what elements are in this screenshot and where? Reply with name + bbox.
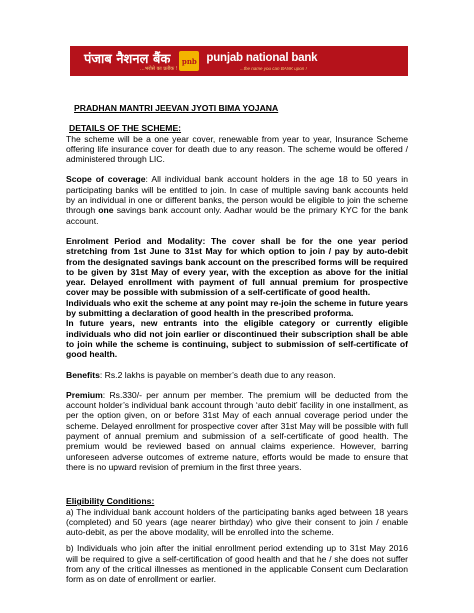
scope-text-2: savings bank account only. Aadhar would be the primary KYC for the bank account. [66,205,408,226]
bank-name-english: punjab national bank [206,52,318,64]
scope-one: one [98,205,114,216]
eligibility-b: b) Individuals who join after the initial enrollment period extending up to 31st May 2016 will be required to give a self-certification of good health and that he / she does not suffer from any of the critical illnesses as mentioned in the applicable Consent cum Declaration form as on date of enrollment or earlier. [66,543,408,585]
details-heading: DETAILS OF THE SCHEME: [69,123,182,134]
enrolment-paragraph [66,236,408,298]
scope-paragraph [66,174,408,225]
bank-name-hindi: पंजाब नैशनल बैंक [84,52,171,67]
scope-text-1: : All individual bank account holders in the age 18 to 50 years in participating banks will be entitled to join. In case of multiple saving bank accounts held by an individual in one or different banks, the person would be eligible to join the scheme through [66,174,408,216]
benefits-text: : Rs.2 lakhs is payable on member’s death due to any reason. [99,369,336,380]
logo-letter: pnb [179,51,199,71]
premium-text: : Rs.330/- per annum per member. The premium will be deducted from the account holder’s individual bank account through ‘auto debit’ facility in one installment, as per the option given, on or before 31st May of each annual coverage period under the scheme. Delayed enrollment for prospective cover after 31st May will be possible with full payment of annual premium and submission of a self-certificate of good health. The premium would be reviewed based on annual claims experience. However, barring unforeseen adverse outcomes of extreme nature, efforts would be made to ensure that there is no upward revision of premium in the first three years. [66,389,408,472]
rejoin-paragraph: Individuals who exit the scheme at any point may re-join the scheme in future years by submitting a declaration of good health in the prescribed proforma. [66,297,408,319]
enrolment-text: : The cover shall be for the one year period stretching from 1st June to 31st May for which option to join / pay by auto-debit from the designated savings bank account on the prescribed forms will be required to be given by 31st May of every year, with the exception as above for the initial year. Delayed enrollment with payment of full annual premium for prospective cover may be possible with submission of a self-certificate of good health. [66,235,408,298]
details-paragraph: The scheme will be a one year cover, renewable from year to year, Insurance Scheme offering life insurance cover for death due to any reason. The scheme would be offered / administered through LIC. [66,133,408,165]
eligibility-heading: Eligibility Conditions: [66,496,155,507]
premium-paragraph [66,390,408,472]
page-title: PRADHAN MANTRI JEEVAN JYOTI BIMA YOJANA [74,103,279,113]
premium-label: Premium [66,389,103,400]
document-body [66,103,408,585]
eligibility-a: a) The individual bank account holders of the participating banks aged between 18 years (completed) and 50 years (age nearer birthday) who give their consent to join / enable auto-debit, as per the above modality, will be enrolled into the scheme. [66,506,408,538]
benefits-paragraph [66,370,408,380]
bank-tagline-hindi: ...भरोसे का प्रतीक ! [140,66,178,72]
future-paragraph: In future years, new entrants into the eligible category or currently eligible individuals who did not join earlier or discontinued their subscription shall be able to join while the scheme is continuing, subject to submission of self-certificate of good health. [66,318,408,360]
benefits-label: Benefits [66,369,100,380]
bank-banner [70,46,408,76]
bank-tagline-english: ...the name you can BANK upon ! [240,66,307,71]
pnb-logo-icon [178,50,200,72]
scope-label: Scope of coverage [66,174,146,185]
enrolment-label: Enrolment Period and Modality [66,235,203,246]
